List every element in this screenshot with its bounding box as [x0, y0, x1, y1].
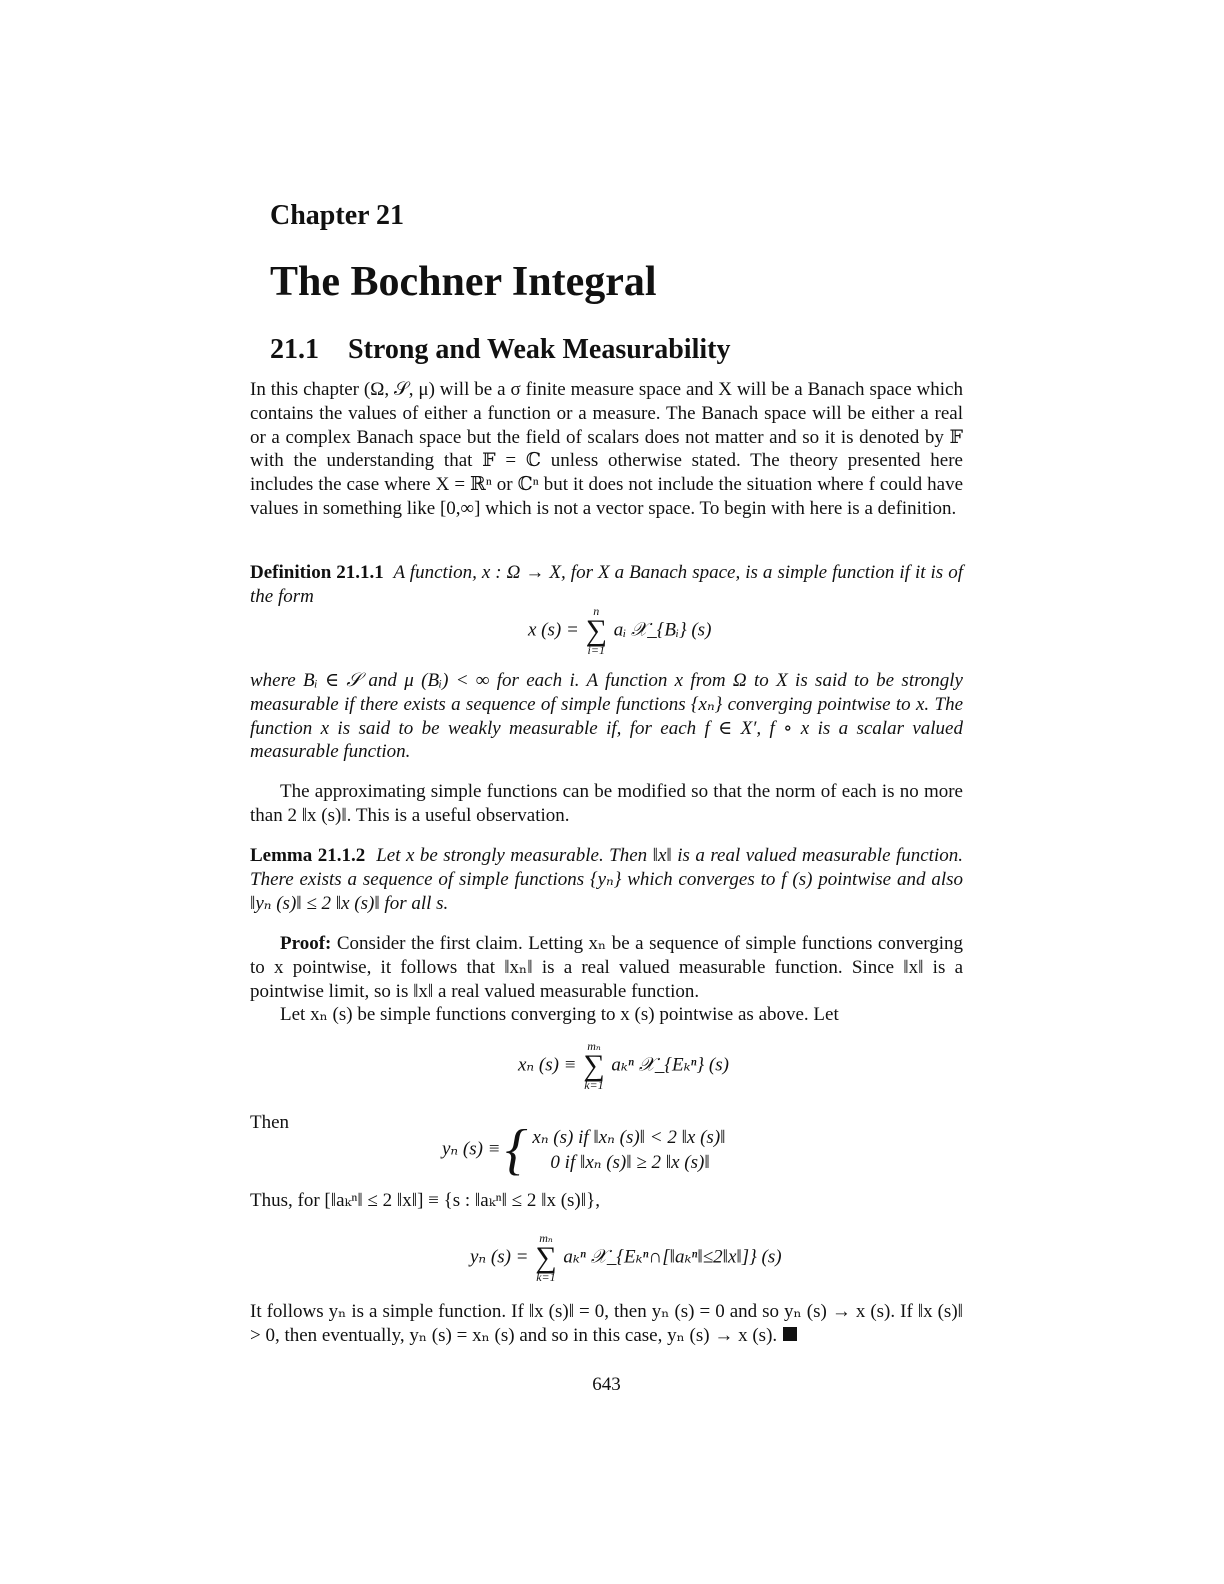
proof-equation-1: [518, 1040, 729, 1092]
sum-upper: mₙ: [587, 1039, 601, 1053]
conclusion-text: It follows yₙ is a simple function. If ‖x (s)‖ = 0, then yₙ (s) = 0 and so yₙ (s) → x (s). If ‖x (s)‖ > 0, then eventually, yₙ (s) = xₙ (s) and so in this case, yₙ (s) → x (s).: [250, 1301, 963, 1346]
proof-label: Proof:: [280, 933, 332, 954]
thus-line: Thus, for [‖aₖⁿ‖ ≤ 2 ‖x‖] ≡ {s : ‖aₖⁿ‖ ≤ 2 ‖x (s)‖},: [250, 1190, 600, 1211]
sum-lower: k=1: [536, 1270, 556, 1284]
section-heading: [270, 334, 730, 366]
eq3-lhs: yₙ (s) =: [470, 1246, 529, 1268]
section-title: Strong and Weak Measurability: [348, 334, 731, 365]
sum-lower: i=1: [587, 643, 605, 657]
proof-block: [250, 932, 963, 1027]
sum-lower: k=1: [584, 1078, 604, 1092]
intro-paragraph: In this chapter (Ω, 𝒮, μ) will be a σ finite measure space and X will be a Banach space which contains the values of either a function or a measure. The Banach space will be either a real or a complex Banach space but the field of scalars does not matter and so it is denoted by 𝔽 with the understanding that 𝔽 = ℂ unless otherwise stated. The theory presented here includes the case where X = ℝⁿ or ℂⁿ but it does not include the situation where f could have values in something like [0,∞] which is not a vector space. To begin with here is a definition.: [250, 379, 963, 519]
summation: [586, 605, 607, 657]
definition-continuation: where Bᵢ ∈ 𝒮 and μ (Bᵢ) < ∞ for each i. A function x from Ω to X is said to be strongly measurable if there exists a sequence of simple functions {xₙ} converging pointwise to x. The function x is said to be weakly measurable if, for each f ∈ X′, f ∘ x is a scalar valued measurable function.: [250, 670, 963, 763]
observation-block: [250, 780, 963, 828]
cases: [532, 1125, 725, 1175]
eq1-lhs: xₙ (s) ≡: [518, 1054, 577, 1076]
definition-block: [250, 561, 963, 609]
lemma-block: [250, 844, 963, 915]
sum-upper: mₙ: [539, 1231, 553, 1245]
lemma-statement: Let x be strongly measurable. Then ‖x‖ is a real valued measurable function. There exists a sequence of simple functions {yₙ} which converges to f (s) pointwise and also ‖yₙ (s)‖ ≤ 2 ‖x (s)‖ for all s.: [250, 845, 963, 914]
proof-paragraph-1: [250, 932, 963, 1003]
definition-equation: [528, 605, 711, 657]
sigma-symbol: ∑: [585, 614, 607, 647]
sum-upper: n: [593, 604, 600, 618]
sigma-symbol: ∑: [535, 1241, 557, 1274]
eq3-rhs: aₖⁿ 𝒳_{Eₖⁿ∩[‖aₖⁿ‖≤2‖x‖]} (s): [563, 1246, 782, 1268]
sigma-symbol: ∑: [583, 1049, 605, 1082]
thus-line-block: [250, 1189, 963, 1213]
proof-equation-2: [442, 1119, 726, 1181]
definition-label: Definition 21.1.1: [250, 562, 384, 583]
chapter-title: The Bochner Integral: [270, 259, 657, 305]
conclusion-paragraph: [250, 1300, 963, 1348]
eq2-lhs: yₙ (s) ≡: [442, 1138, 501, 1160]
definition-continuation-block: [250, 669, 963, 764]
proof-paragraph-2: Let xₙ (s) be simple functions converging to x (s) pointwise as above. Let: [280, 1004, 839, 1026]
proof-text-1: Consider the first claim. Letting xₙ be a sequence of simple functions converging to x pointwise, it follows that ‖xₙ‖ is a real valued measurable function. Since ‖x‖ is a pointwise limit, so is ‖x‖ a real valued measurable function.: [250, 933, 964, 1002]
qed-square-icon: [783, 1327, 797, 1341]
proof-equation-3: [470, 1232, 782, 1284]
lemma-label: Lemma 21.1.2: [250, 845, 366, 866]
chapter-label: Chapter 21: [270, 200, 405, 231]
definition-text: [250, 561, 963, 609]
summation: [535, 1232, 556, 1284]
summation: [583, 1040, 604, 1092]
case-1: xₙ (s) if ‖xₙ (s)‖ < 2 ‖x (s)‖: [532, 1127, 726, 1148]
observation-paragraph: The approximating simple functions can be modified so that the norm of each is no more than 2 ‖x (s)‖. This is a useful observation.: [250, 781, 963, 826]
case-2: 0 if ‖xₙ (s)‖ ≥ 2 ‖x (s)‖: [550, 1152, 710, 1173]
intro-paragraph-block: [250, 378, 963, 521]
left-brace: {: [505, 1119, 528, 1181]
lemma-text: [250, 844, 963, 915]
page: [250, 0, 963, 1584]
definition-intro: A function, x : Ω → X, for X a Banach space, is a simple function if it is of the form: [250, 562, 963, 607]
eq-rhs: aᵢ 𝒳_{Bᵢ} (s): [613, 619, 712, 641]
eq1-rhs: aₖⁿ 𝒳_{Eₖⁿ} (s): [611, 1054, 729, 1076]
section-number: 21.1: [270, 334, 319, 365]
page-number: 643: [592, 1374, 621, 1395]
conclusion-block: [250, 1300, 963, 1348]
then-label: Then: [250, 1112, 290, 1133]
eq-lhs: x (s) =: [528, 619, 579, 641]
